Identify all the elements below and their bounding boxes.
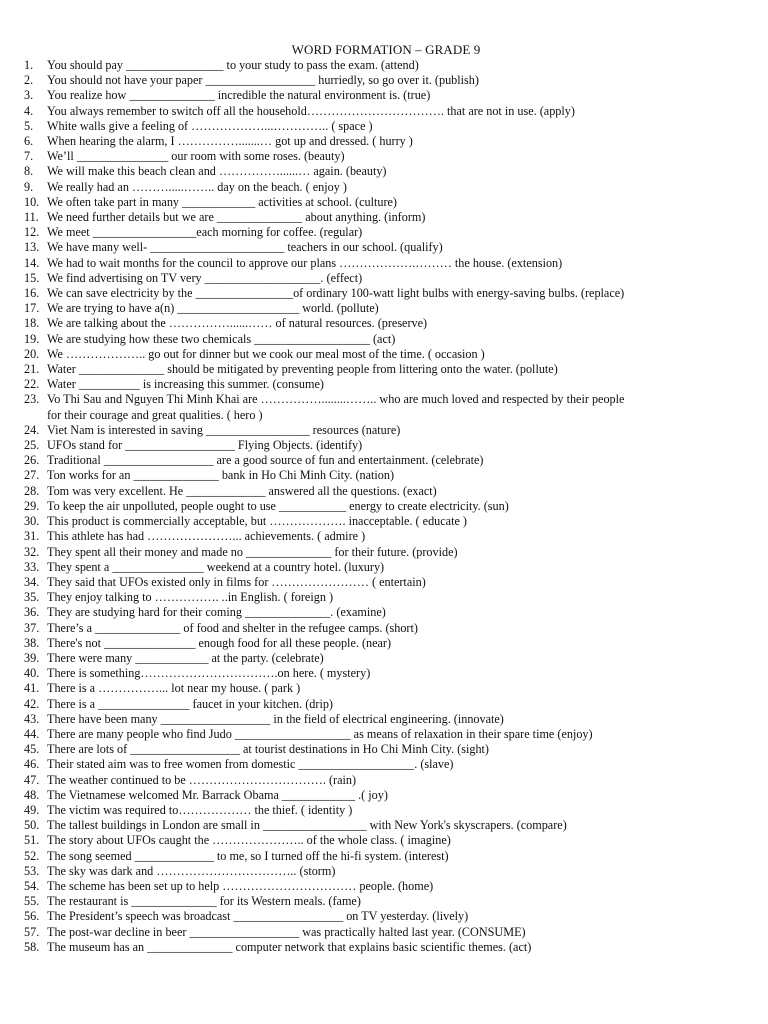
exercise-number: 53. <box>24 863 40 878</box>
exercise-item <box>24 818 748 833</box>
exercise-item <box>24 560 748 575</box>
exercise-sentence: We had to wait months for the council to approve our plans ……………….……… the house. (extension) <box>47 255 563 270</box>
exercise-number: 4. <box>24 103 34 118</box>
exercise-item <box>24 681 748 696</box>
exercise-item <box>24 332 748 347</box>
exercise-sentence: You realize how ______________ incredible the natural environment is. (true) <box>47 88 431 103</box>
exercise-sentence: There is a ……………... lot near my house. ( park ) <box>47 681 301 696</box>
exercise-number: 49. <box>24 802 40 817</box>
exercise-item <box>24 849 748 864</box>
exercise-sentence: There were many ____________ at the party. (celebrate) <box>47 650 324 665</box>
exercise-number: 7. <box>24 149 34 164</box>
exercise-item <box>24 164 748 179</box>
exercise-item <box>24 316 748 331</box>
exercise-item <box>24 468 748 483</box>
exercise-item <box>24 545 748 560</box>
exercise-sentence: The sky was dark and …………………………….. (storm) <box>47 863 336 878</box>
exercise-number: 51. <box>24 833 40 848</box>
exercise-number: 23. <box>24 392 40 407</box>
exercise-item <box>24 240 748 255</box>
exercise-number: 38. <box>24 635 40 650</box>
exercise-sentence: When hearing the alarm, I …………….......… got up and dressed. ( hurry ) <box>47 134 413 149</box>
exercise-sentence: UFOs stand for __________________ Flying Objects. (identify) <box>47 438 363 453</box>
exercise-sentence: There are many people who find Judo ___________________ as means of relaxation in their spare time (enjoy) <box>47 726 593 741</box>
exercise-number: 26. <box>24 453 40 468</box>
exercise-number: 32. <box>24 544 40 559</box>
exercise-item <box>24 286 748 301</box>
exercise-item <box>24 575 748 590</box>
exercise-item <box>24 104 748 119</box>
exercise-number: 24. <box>24 422 40 437</box>
exercise-sentence: We are talking about the ……………......…… of natural resources. (preserve) <box>47 316 428 331</box>
exercise-item <box>24 757 748 772</box>
exercise-sentence: We have many well- ______________________ teachers in our school. (qualify) <box>47 240 443 255</box>
exercise-item <box>24 73 748 88</box>
exercise-sentence: The story about UFOs caught the ………………….. of the whole class. ( imagine) <box>47 833 451 848</box>
exercise-number: 56. <box>24 909 40 924</box>
exercise-number: 13. <box>24 240 40 255</box>
exercise-item <box>24 697 748 712</box>
exercise-sentence: They spent all their money and made no ______________ for their future. (provide) <box>47 544 458 559</box>
exercise-sentence: Ton works for an ______________ bank in Ho Chi Minh City. (nation) <box>47 468 395 483</box>
exercise-number: 54. <box>24 878 40 893</box>
exercise-number: 10. <box>24 194 40 209</box>
exercise-sentence: The victim was required to……………… the thief. ( identity ) <box>47 802 353 817</box>
exercise-number: 43. <box>24 711 40 726</box>
exercise-number: 41. <box>24 681 40 696</box>
exercise-item <box>24 605 748 620</box>
exercise-sentence: There is a _______________ faucet in your kitchen. (drip) <box>47 696 333 711</box>
exercise-sentence: You should not have your paper __________________ hurriedly, so go over it. (publish) <box>47 73 479 88</box>
exercise-number: 31. <box>24 529 40 544</box>
exercise-sentence: This athlete has had …………………... achievements. ( admire ) <box>47 529 366 544</box>
exercise-number: 48. <box>24 787 40 802</box>
exercise-item <box>24 651 748 666</box>
exercise-item <box>24 712 748 727</box>
exercise-sentence: Water ______________ should be mitigated by preventing people from littering onto the water. (pollute) <box>47 362 558 377</box>
exercise-item <box>24 742 748 757</box>
exercise-number: 11. <box>24 210 39 225</box>
exercise-number: 17. <box>24 301 40 316</box>
exercise-sentence: The song seemed _____________ to me, so I turned off the hi-fi system. (interest) <box>47 848 449 863</box>
exercise-number: 36. <box>24 605 40 620</box>
exercise-number: 33. <box>24 559 40 574</box>
exercise-sentence: The tallest buildings in London are small in _________________ with New York's skyscrapers. (compare) <box>47 818 567 833</box>
exercise-sentence: You always remember to switch off all the household……………………………. that are not in use. (apply) <box>47 103 575 118</box>
exercise-item <box>24 58 748 73</box>
exercise-item <box>24 149 748 164</box>
exercise-number: 8. <box>24 164 34 179</box>
exercise-sentence: They spent a _______________ weekend at a country hotel. (luxury) <box>47 559 385 574</box>
exercise-item <box>24 256 748 271</box>
exercise-sentence: They enjoy talking to ……………. ..in English. ( foreign ) <box>47 590 334 605</box>
exercise-sentence: Traditional __________________ are a good source of fun and entertainment. (celebrate) <box>47 453 484 468</box>
exercise-item <box>24 301 748 316</box>
exercise-number: 21. <box>24 362 40 377</box>
exercise-number: 9. <box>24 179 34 194</box>
exercise-number: 37. <box>24 620 40 635</box>
exercise-item <box>24 119 748 134</box>
exercise-number: 34. <box>24 574 40 589</box>
exercise-sentence: We need further details but we are ______________ about anything. (inform) <box>47 210 426 225</box>
exercise-sentence: The President’s speech was broadcast __________________ on TV yesterday. (lively) <box>47 909 469 924</box>
exercise-sentence: The restaurant is ______________ for its Western meals. (fame) <box>47 894 361 909</box>
exercise-item <box>24 362 748 377</box>
exercise-item <box>24 894 748 909</box>
exercise-item <box>24 499 748 514</box>
exercise-item <box>24 925 748 940</box>
exercise-number: 58. <box>24 939 40 954</box>
exercise-sentence: The weather continued to be ……………………………. (rain) <box>47 772 357 787</box>
exercise-item <box>24 134 748 149</box>
exercise-number: 28. <box>24 483 40 498</box>
exercise-sentence: They are studying hard for their coming ______________. (examine) <box>47 605 386 620</box>
exercise-item <box>24 88 748 103</box>
exercise-sentence: There’s a ______________ of food and shelter in the refugee camps. (short) <box>47 620 418 635</box>
exercise-sentence: Viet Nam is interested in saving _________________ resources (nature) <box>47 422 401 437</box>
exercise-item <box>24 484 748 499</box>
exercise-number: 45. <box>24 742 40 757</box>
exercise-number: 1. <box>24 58 34 72</box>
exercise-number: 22. <box>24 377 40 392</box>
exercise-sentence: The post-war decline in beer __________________ was practically halted last year. (CONSUME) <box>47 924 526 939</box>
exercise-sentence: We can save electricity by the ________________of ordinary 100-watt light bulbs with energy-saving bulbs. (replace) <box>47 286 625 301</box>
exercise-number: 57. <box>24 924 40 939</box>
exercise-sentence: We really had an ……….....…….. day on the beach. ( enjoy ) <box>47 179 347 194</box>
exercise-item <box>24 864 748 879</box>
exercise-sentence: White walls give a feeling of ………………...………….. ( space ) <box>47 118 373 133</box>
exercise-number: 12. <box>24 225 40 240</box>
exercise-item <box>24 666 748 681</box>
exercise-sentence: We are studying how these two chemicals ___________________ (act) <box>47 331 396 346</box>
exercise-number: 50. <box>24 818 40 833</box>
exercise-sentence: We often take part in many ____________ activities at school. (culture) <box>47 194 397 209</box>
exercise-sentence: Water __________ is increasing this summer. (consume) <box>47 377 324 392</box>
exercise-number: 18. <box>24 316 40 331</box>
exercise-number: 40. <box>24 666 40 681</box>
exercise-sentence: There is something…………………………….on here. ( mystery) <box>47 666 371 681</box>
exercise-item <box>24 210 748 225</box>
exercise-sentence: We ……………….. go out for dinner but we cook our meal most of the time. ( occasion ) <box>47 346 485 361</box>
exercise-item <box>24 529 748 544</box>
exercise-sentence: There have been many __________________ in the field of electrical engineering. (innovate) <box>47 711 504 726</box>
exercise-number: 25. <box>24 438 40 453</box>
exercise-number: 6. <box>24 134 34 149</box>
exercise-item <box>24 195 748 210</box>
exercise-sentence: The museum has an ______________ computer network that explains basic scientific themes. (act) <box>47 939 532 954</box>
exercise-item <box>24 453 748 468</box>
exercise-number: 47. <box>24 772 40 787</box>
exercise-item <box>24 392 748 422</box>
exercise-number: 39. <box>24 650 40 665</box>
exercise-number: 2. <box>24 73 34 88</box>
exercise-item <box>24 377 748 392</box>
exercise-item <box>24 833 748 848</box>
exercise-number: 16. <box>24 286 40 301</box>
exercise-item <box>24 180 748 195</box>
exercise-sentence: This product is commercially acceptable, but ………………. inacceptable. ( educate ) <box>47 514 467 529</box>
exercise-item <box>24 879 748 894</box>
exercise-sentence: You should pay ________________ to your study to pass the exam. (attend) <box>47 58 419 72</box>
exercise-number: 5. <box>24 118 34 133</box>
exercise-sentence: Their stated aim was to free women from domestic ___________________. (slave) <box>47 757 454 772</box>
exercise-item <box>24 590 748 605</box>
exercise-sentence: We meet _________________each morning for coffee. (regular) <box>47 225 363 240</box>
exercise-number: 42. <box>24 696 40 711</box>
exercise-item <box>24 788 748 803</box>
exercise-sentence: There are lots of __________________ at tourist destinations in Ho Chi Minh City. (sight) <box>47 742 489 757</box>
exercise-sentence: We are trying to have a(n) ____________________ world. (pollute) <box>47 301 379 316</box>
exercise-number: 20. <box>24 346 40 361</box>
exercise-sentence: They said that UFOs existed only in films for …………………… ( entertain) <box>47 574 426 589</box>
exercise-number: 30. <box>24 514 40 529</box>
exercise-item <box>24 803 748 818</box>
exercise-number: 27. <box>24 468 40 483</box>
exercise-item <box>24 773 748 788</box>
exercise-sentence: To keep the air unpolluted, people ought to use ___________ energy to create electricity. (sun) <box>47 498 509 513</box>
exercise-item <box>24 347 748 362</box>
exercise-sentence: The scheme has been set up to help …………………………… people. (home) <box>47 878 434 893</box>
exercise-number: 19. <box>24 331 40 346</box>
exercise-item <box>24 225 748 240</box>
exercise-item <box>24 514 748 529</box>
exercise-number: 46. <box>24 757 40 772</box>
exercise-sentence: The Vietnamese welcomed Mr. Barrack Obama ____________ .( joy) <box>47 787 388 802</box>
exercise-list <box>24 58 748 955</box>
exercise-number: 14. <box>24 255 40 270</box>
exercise-sentence: We will make this beach clean and ……………......… again. (beauty) <box>47 164 387 179</box>
exercise-sentence: We’ll _______________ our room with some roses. (beauty) <box>47 149 345 164</box>
exercise-sentence: We find advertising on TV very ___________________. (effect) <box>47 270 363 285</box>
exercise-number: 52. <box>24 848 40 863</box>
exercise-item <box>24 271 748 286</box>
exercise-item <box>24 940 748 955</box>
exercise-item <box>24 621 748 636</box>
exercise-item <box>24 909 748 924</box>
exercise-number: 15. <box>24 270 40 285</box>
exercise-item <box>24 438 748 453</box>
exercise-sentence: There's not _______________ enough food for all these people. (near) <box>47 635 392 650</box>
exercise-sentence: Tom was very excellent. He _____________ answered all the questions. (exact) <box>47 483 437 498</box>
exercise-item <box>24 636 748 651</box>
exercise-item <box>24 423 748 438</box>
exercise-number: 35. <box>24 590 40 605</box>
exercise-number: 3. <box>24 88 34 103</box>
exercise-sentence: Vo Thi Sau and Nguyen Thi Minh Khai are ……………........…….. who are much loved and respected by their people for their courage and great qualities. ( hero ) <box>47 392 625 422</box>
exercise-number: 44. <box>24 726 40 741</box>
worksheet-title: WORD FORMATION – GRADE 9 <box>291 42 481 57</box>
exercise-number: 29. <box>24 498 40 513</box>
exercise-item <box>24 727 748 742</box>
exercise-number: 55. <box>24 894 40 909</box>
